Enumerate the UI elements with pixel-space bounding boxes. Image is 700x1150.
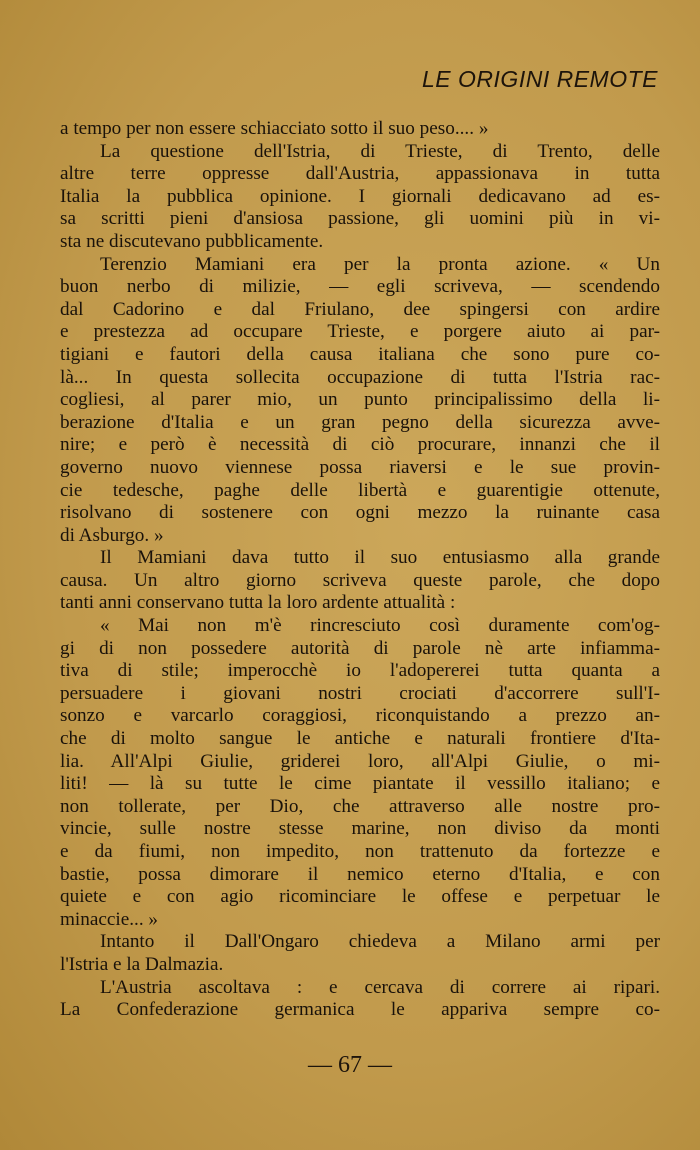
text-line: Terenzio Mamiani era per la pronta azione. « Un (100, 253, 660, 275)
text-line: liti! — là su tutte le cime piantate il vessillo italiano; e (60, 773, 660, 795)
text-line: non tollerate, per Dio, che attraverso alle nostre pro- (60, 795, 660, 817)
text-line: governo nuovo viennese possa riaversi e le sue provin- (60, 456, 660, 478)
text-line: berazione d'Italia e un gran pegno della sicurezza avve- (60, 411, 660, 433)
text-line: bastie, possa dimorare il nemico eterno d'Italia, e con (60, 863, 660, 885)
text-line: tanti anni conservano tutta la loro ardente attualità : (60, 592, 456, 614)
text-line: Il Mamiani dava tutto il suo entusiasmo alla grande (100, 547, 660, 569)
text-line: quiete e con agio ricominciare le offese e perpetuar le (60, 886, 660, 908)
running-header: LE ORIGINI REMOTE (422, 66, 658, 92)
text-line: dal Cadorino e dal Friulano, dee spingersi con ardire (60, 298, 660, 320)
text-line: persuadere i giovani nostri crociati d'accorrere sull'I- (60, 682, 660, 704)
text-line: « Mai non m'è rincresciuto così duramente com'og- (100, 615, 660, 637)
text-line: cie tedesche, paghe delle libertà e guarentigie ottenute, (60, 479, 660, 501)
text-line: sonzo e varcarlo coraggiosi, riconquistando a prezzo an- (60, 705, 660, 727)
text-line: e prestezza ad occupare Trieste, e porgere aiuto ai par- (60, 321, 660, 343)
text-line: a tempo per non essere schiacciato sotto il suo peso.... » (60, 118, 489, 139)
text-line: tiva di stile; imperocchè io l'adopererei tutta quanta a (60, 660, 660, 682)
text-line: L'Austria ascoltava : e cercava di correre ai ripari. (100, 976, 660, 998)
text-line: di Asburgo. » (60, 524, 164, 546)
text-line: e da fiumi, non impedito, non trattenuto da fortezze e (60, 841, 660, 862)
text-line: che di molto sangue le antiche e naturali frontiere d'Ita- (60, 728, 660, 750)
text-line: minaccie... » (60, 908, 159, 930)
text-line: Intanto il Dall'Ongaro chiedeva a Milano armi per (100, 931, 660, 953)
text-line: là... In questa sollecita occupazione di tutta l'Istria rac- (60, 366, 660, 388)
text-line: altre terre oppresse dall'Austria, appassionava in tutta (60, 163, 660, 185)
body-text (60, 118, 660, 1022)
text-line: risolvano di sostenere con ogni mezzo la ruinante casa (60, 502, 660, 524)
text-line: Italia la pubblica opinione. I giornali dedicavano ad es- (60, 185, 660, 207)
text-line: l'Istria e la Dalmazia. (60, 953, 224, 975)
text-line: cogliesi, al parer mio, un punto principalissimo della li- (60, 389, 660, 411)
text-line: lia. All'Alpi Giulie, griderei loro, all'Alpi Giulie, o mi- (60, 750, 660, 772)
text-line: gi di non possedere autorità di parole nè arte infiamma- (60, 637, 660, 659)
text-line: nire; e però è necessità di ciò procurare, innanzi che il (60, 434, 660, 456)
text-line: sa scritti pieni d'ansiosa passione, gli uomini più in vi- (60, 208, 660, 230)
text-line: buon nerbo di milizie, — egli scriveva, — scendendo (60, 276, 660, 298)
text-line: sta ne discutevano pubblicamente. (60, 230, 324, 252)
text-line: La questione dell'Istria, di Trieste, di Trento, delle (100, 140, 660, 162)
text-line: vincie, sulle nostre stesse marine, non diviso da monti (60, 818, 660, 840)
text-line: La Confederazione germanica le appariva sempre co- (60, 999, 660, 1021)
page-number: — 67 — (308, 1052, 392, 1078)
text-line: tigiani e fautori della causa italiana che sono pure co- (60, 343, 660, 365)
text-line: causa. Un altro giorno scriveva queste parole, che dopo (60, 569, 660, 591)
